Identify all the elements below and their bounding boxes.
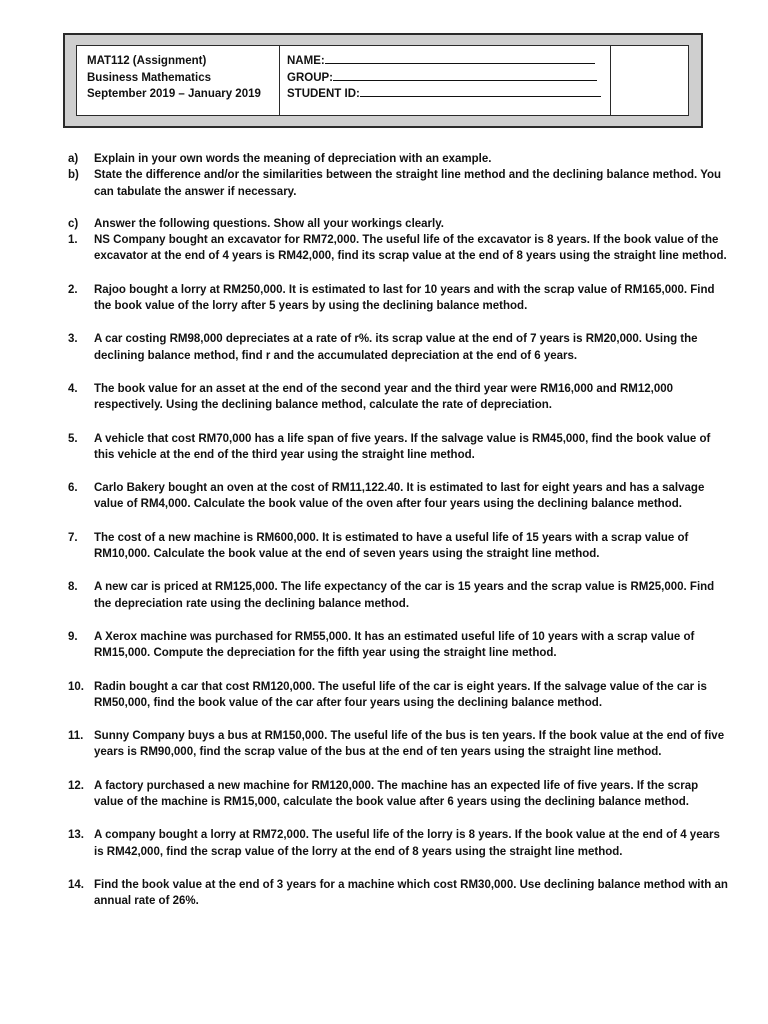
question-2 xyxy=(68,282,728,315)
question-text: A company bought a lorry at RM72,000. The useful life of the lorry is 8 years. If the book value at the end of 4 years is RM42,000, find the scrap value of the lorry at the end of 8 years using the straight line method. xyxy=(94,829,720,858)
question-13 xyxy=(68,827,728,860)
question-11 xyxy=(68,728,728,761)
question-text: A Xerox machine was purchased for RM55,000. It has an estimated useful life of 10 years with a scrap value of RM15,000. Compute the depreciation for the fifth year using the straight line method. xyxy=(94,630,695,660)
question-text: A new car is priced at RM125,000. The life expectancy of the car is 15 years and the scrap value is RM25,000. Find the depreciation rate using the declining balance method. xyxy=(94,581,715,610)
question-text: A car costing RM98,000 depreciates at a rate of r%. its scrap value at the end of 7 years is RM20,000. Using the declining balance method, find r and the accumulated depreciation at the end of 6 years. xyxy=(94,333,698,362)
question-number: 12. xyxy=(68,779,84,792)
question-text: Find the book value at the end of 3 years for a machine which cost RM30,000. Use declining balance method with an annual rate of 26%. xyxy=(94,878,728,908)
assignment-body xyxy=(68,151,728,910)
group-blank xyxy=(333,70,597,81)
question-number: 13. xyxy=(68,829,84,842)
question-10 xyxy=(68,679,728,712)
course-name: Business Mathematics xyxy=(87,71,211,84)
question-text: The cost of a new machine is RM600,000. It is estimated to have a useful life of 15 years with a scrap value of RM10,000. Calculate the book value at the end of seven years using the straight line method. xyxy=(94,531,689,561)
part-a xyxy=(68,151,728,167)
part-b xyxy=(68,167,728,200)
question-number: 8. xyxy=(68,581,78,594)
question-1 xyxy=(68,232,728,265)
question-4 xyxy=(68,381,728,414)
part-text: Answer the following questions. Show all your workings clearly. xyxy=(94,217,444,230)
question-text: Radin bought a car that cost RM120,000. The useful life of the car is eight years. If the salvage value of the car is RM50,000, find the book value of the car after four years using the declining balance method. xyxy=(94,680,707,709)
header-table xyxy=(76,45,689,116)
question-number: 1. xyxy=(68,234,78,247)
part-text: Explain in your own words the meaning of depreciation with an example. xyxy=(94,153,492,165)
name-label: NAME: xyxy=(287,55,325,67)
course-code: MAT112 (Assignment) xyxy=(87,55,207,67)
question-5 xyxy=(68,431,728,464)
question-14 xyxy=(68,877,728,910)
semester: September 2019 – January 2019 xyxy=(87,88,261,100)
part-text: State the difference and/or the similarities between the straight line method and the declining balance method. You can tabulate the answer if necessary. xyxy=(94,169,722,198)
name-blank xyxy=(325,53,595,64)
question-number: 11. xyxy=(68,730,84,743)
question-text: NS Company bought an excavator for RM72,000. The useful life of the excavator is 8 years. If the book value of the excavator at the end of 4 years is RM42,000, find its scrap value at the end of 8 years using the straight line method. xyxy=(94,234,727,263)
student-id-line xyxy=(287,86,610,103)
question-6 xyxy=(68,480,728,513)
course-info-cell xyxy=(77,46,280,115)
group-line xyxy=(287,70,610,87)
question-text: Sunny Company buys a bus at RM150,000. The useful life of the bus is ten years. If the book value at the end of five years is RM90,000, find the scrap value of the bus at the end of ten years using the straight line method. xyxy=(94,730,725,759)
question-text: Rajoo bought a lorry at RM250,000. It is estimated to last for 10 years and with the scrap value of RM165,000. Find the book value of the lorry after 5 years by using the declining balance method. xyxy=(94,283,715,313)
student-info-cell xyxy=(280,46,611,115)
question-text: A vehicle that cost RM70,000 has a life span of five years. If the salvage value is RM45,000, find the book value of this vehicle at the end of the third year using the straight line method. xyxy=(94,432,711,461)
header-frame xyxy=(63,33,703,128)
question-number: 10. xyxy=(68,680,84,693)
question-number: 3. xyxy=(68,333,78,346)
question-number: 9. xyxy=(68,630,78,643)
student-id-blank xyxy=(360,86,601,97)
question-12 xyxy=(68,778,728,811)
group-label: GROUP: xyxy=(287,71,333,84)
question-number: 5. xyxy=(68,432,78,445)
question-8 xyxy=(68,579,728,612)
question-text: A factory purchased a new machine for RM120,000. The machine has an expected life of five years. If the scrap value of the machine is RM15,000, calculate the book value after 6 years using the declining balance method. xyxy=(94,779,699,809)
question-7 xyxy=(68,530,728,563)
question-number: 4. xyxy=(68,382,78,395)
question-number: 2. xyxy=(68,283,78,296)
question-number: 7. xyxy=(68,531,78,544)
part-marker: c) xyxy=(68,217,79,230)
student-id-label: STUDENT ID: xyxy=(287,88,360,100)
name-line xyxy=(287,53,610,70)
question-text: Carlo Bakery bought an oven at the cost of RM11,122.40. It is estimated to last for eight years and has a salvage value of RM4,000. Calculate the book value of the oven after four years using the declining balance method. xyxy=(94,482,705,511)
question-9 xyxy=(68,629,728,662)
part-c xyxy=(68,216,728,232)
marks-cell xyxy=(611,46,688,115)
part-marker: a) xyxy=(68,153,79,165)
question-3 xyxy=(68,331,728,364)
question-number: 14. xyxy=(68,878,84,891)
question-number: 6. xyxy=(68,482,78,495)
question-text: The book value for an asset at the end of the second year and the third year were RM16,000 and RM12,000 respectively. Using the declining balance method, calculate the rate of depreciation. xyxy=(94,382,674,412)
part-marker: b) xyxy=(68,169,79,182)
